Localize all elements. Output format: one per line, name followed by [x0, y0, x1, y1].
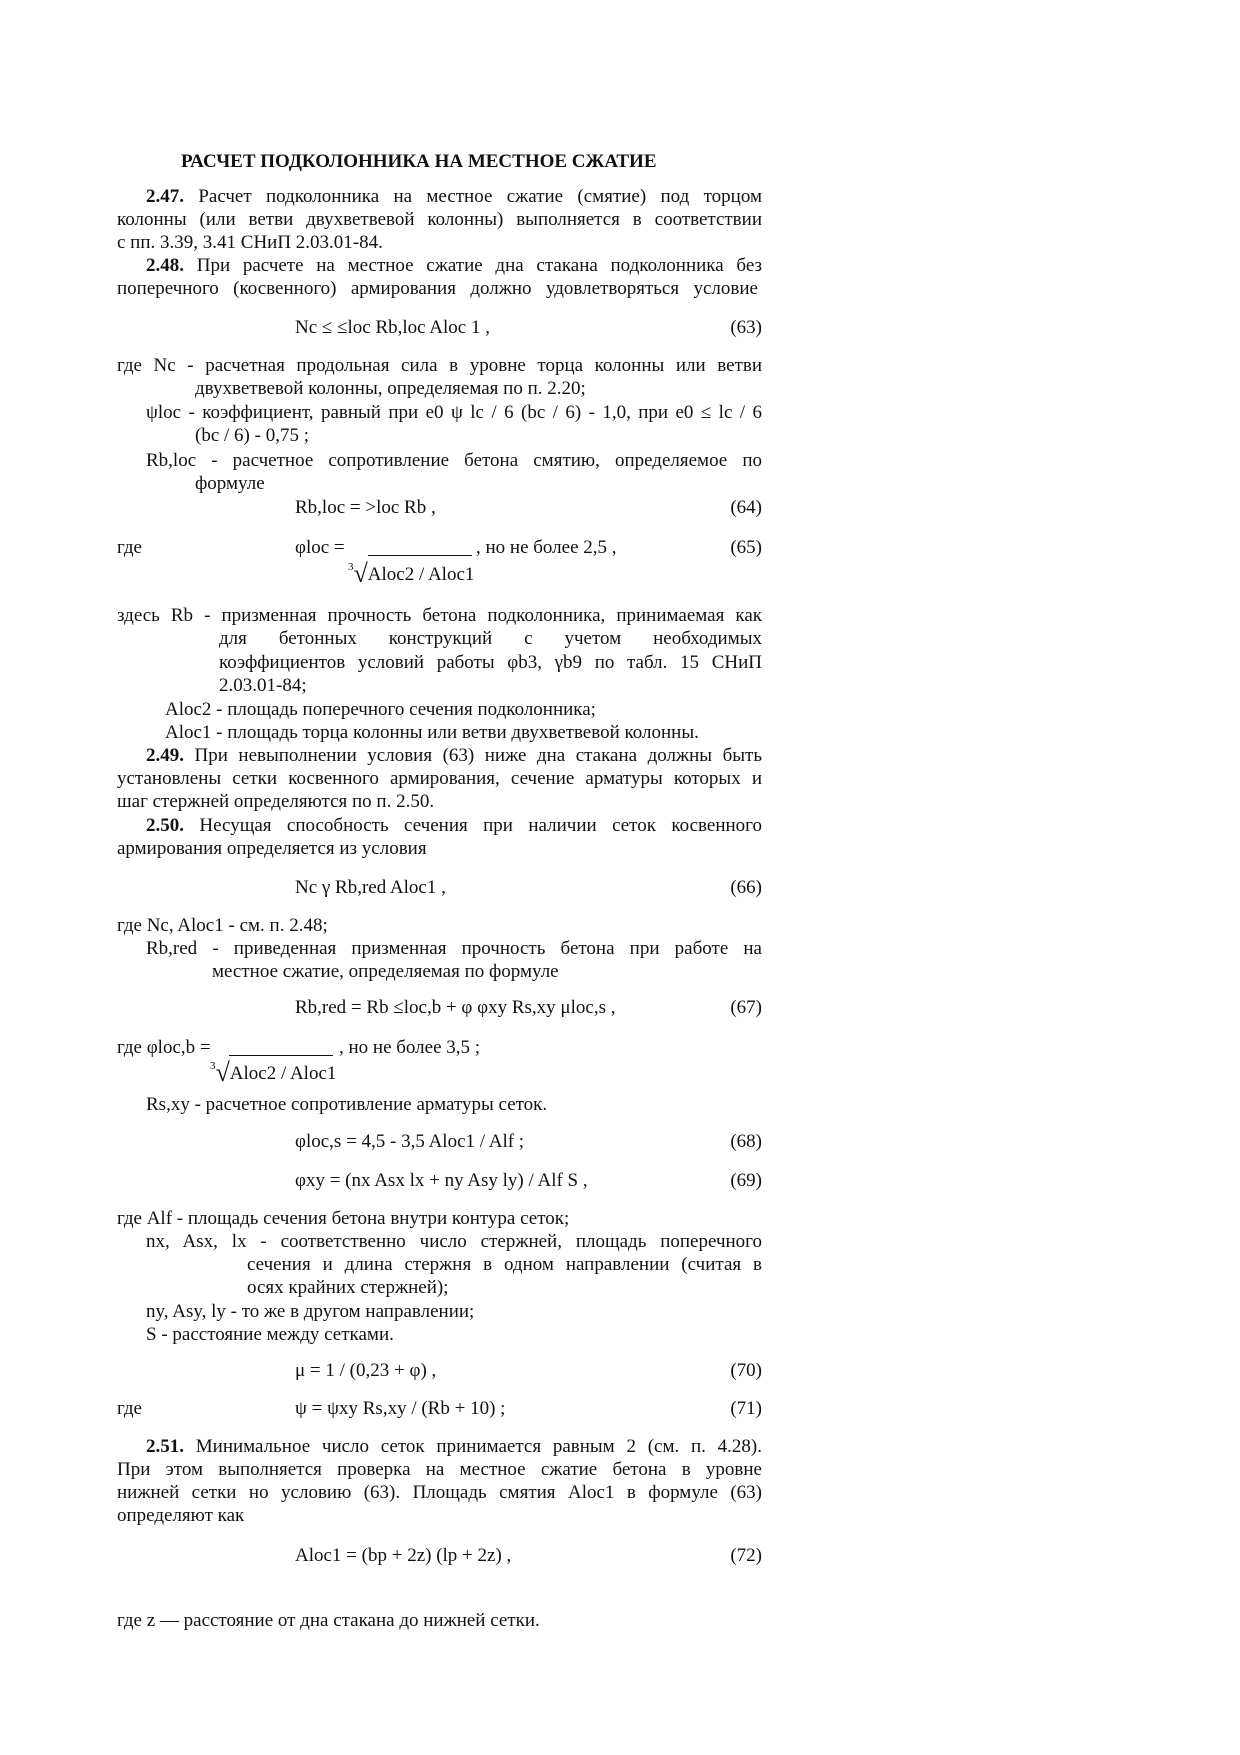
formula-65-lhs: φloc = [295, 537, 345, 558]
formula-72: Aloc1 = (bp + 2z) (lp + 2z) , [295, 1545, 512, 1566]
formula-68: φloc,s = 4,5 - 3,5 Aloc1 / Alf ; [295, 1131, 525, 1152]
paragraph-line: местное сжатие, определяемая по формуле [212, 961, 559, 982]
equation-number: (66) [730, 877, 762, 898]
paragraph-line: nx, Asx, lx - соответственно число стержней, площадь поперечного [146, 1231, 762, 1252]
paragraph-line: где Nc, Aloc1 - см. п. 2.48; [117, 915, 328, 936]
paragraph-line: 2.51. Минимальное число сеток принимается равным 2 (см. п. 4.28). [146, 1436, 762, 1457]
paragraph-line: Rs,xy - расчетное сопротивление арматуры сеток. [146, 1094, 548, 1115]
equation-number: (67) [730, 997, 762, 1018]
equation-number: (68) [730, 1131, 762, 1152]
formula-phi-loc-b-lhs: где φloc,b = [117, 1037, 211, 1058]
paragraph-line: шаг стержней определяются по п. 2.50. [117, 791, 435, 812]
paragraph-line: S - расстояние между сетками. [146, 1324, 394, 1345]
formula-71: ψ = ψxy Rs,xy / (Rb + 10) ; [295, 1398, 506, 1419]
paragraph-line: с пп. 3.39, 3.41 СНиП 2.03.01-84. [117, 232, 383, 253]
fraction-bar [368, 555, 472, 556]
paragraph-line: сечения и длина стержня в одном направлении (считая в [247, 1254, 762, 1275]
paragraph-line: двухветвевой колонны, определяемая по п. 2.20; [195, 378, 586, 399]
paragraph-line: ny, Asy, ly - то же в другом направлении; [146, 1301, 475, 1322]
paragraph-line: 2.48. При расчете на местное сжатие дна стакана подколонника без [146, 255, 762, 276]
paragraph-line: где z — расстояние от дна стакана до нижней сетки. [117, 1610, 540, 1631]
formula-65-rhs: , но не более 2,5 , [476, 537, 617, 558]
cube-root: $^3$√Aloc2 / Aloc1 [210, 1058, 337, 1087]
equation-number: (69) [730, 1170, 762, 1191]
paragraph-line: осях крайних стержней); [247, 1277, 449, 1298]
equation-number: (71) [730, 1398, 762, 1419]
paragraph-line: установлены сетки косвенного армирования, сечение арматуры которых и [117, 768, 762, 789]
paragraph-line: При этом выполняется проверка на местное сжатие бетона в уровне [117, 1459, 762, 1480]
paragraph-line: где Alf - площадь сечения бетона внутри контура сеток; [117, 1208, 570, 1229]
paragraph-line: здесь Rb - призменная прочность бетона подколонника, принимаемая как [117, 605, 762, 626]
formula-64: Rb,loc = >loc Rb , [295, 497, 436, 518]
paragraph-line: (bc / 6) - 0,75 ; [195, 425, 309, 446]
paragraph-line: армирования определяется из условия [117, 838, 427, 859]
paragraph-line: колонны (или ветви двухветвевой колонны) выполняется в соответствии [117, 209, 762, 230]
formula-70: μ = 1 / (0,23 + φ) , [295, 1360, 437, 1381]
formula-phi-loc-b-rhs: , но не более 3,5 ; [339, 1037, 481, 1058]
cube-root: $^3$√Aloc2 / Aloc1 [348, 559, 475, 588]
equation-number: (64) [730, 497, 762, 518]
formula-66: Nc γ Rb,red Aloc1 , [295, 877, 446, 898]
formula-69: φxy = (nx Asx lx + ny Asy ly) / Alf S , [295, 1170, 588, 1191]
paragraph-line: Rb,loc - расчетное сопротивление бетона смятию, определяемое по [146, 450, 762, 471]
paragraph-line: Rb,red - приведенная призменная прочность бетона при работе на [146, 938, 762, 959]
page-title: РАСЧЕТ ПОДКОЛОННИКА НА МЕСТНОЕ СЖАТИЕ [181, 151, 657, 172]
equation-number: (63) [730, 317, 762, 338]
equation-number: (70) [730, 1360, 762, 1381]
paragraph-line: 2.50. Несущая способность сечения при наличии сеток косвенного [146, 815, 762, 836]
equation-number: (65) [730, 537, 762, 558]
equation-number: (72) [730, 1545, 762, 1566]
paragraph-line: Aloc1 - площадь торца колонны или ветви двухветвевой колонны. [165, 722, 699, 743]
paragraph-line: 2.49. При невыполнении условия (63) ниже дна стакана должны быть [146, 745, 762, 766]
paragraph-line: Aloc2 - площадь поперечного сечения подколонника; [165, 699, 596, 720]
paragraph-line: 2.03.01-84; [219, 675, 307, 696]
formula-63: Nc ≤ ≤loc Rb,loc Aloc 1 , [295, 317, 490, 338]
paragraph-line: определяют как [117, 1505, 245, 1526]
paragraph-line: нижней сетки но условию (63). Площадь смятия Aloc1 в формуле (63) [117, 1482, 762, 1503]
paragraph-line: ψloc - коэффициент, равный при e0 ψ lc / 6 (bc / 6) - 1,0, при e0 ≤ lc / 6 [146, 402, 762, 423]
paragraph-line: для бетонных конструкций с учетом необходимых [219, 628, 762, 649]
paragraph-line: где [117, 537, 142, 558]
paragraph-line: поперечного (косвенного) армирования должно удовлетворяться условие [117, 278, 758, 299]
paragraph-line: формуле [195, 473, 265, 494]
fraction-bar [229, 1055, 333, 1056]
paragraph-line: где [117, 1398, 142, 1419]
formula-67: Rb,red = Rb ≤loc,b + φ φxy Rs,xy μloc,s , [295, 997, 616, 1018]
paragraph-line: коэффициентов условий работы φb3, γb9 по табл. 15 СНиП [219, 652, 762, 673]
paragraph-line: 2.47. Расчет подколонника на местное сжатие (смятие) под торцом [146, 186, 762, 207]
paragraph-line: где Nc - расчетная продольная сила в уровне торца колонны или ветви [117, 355, 762, 376]
